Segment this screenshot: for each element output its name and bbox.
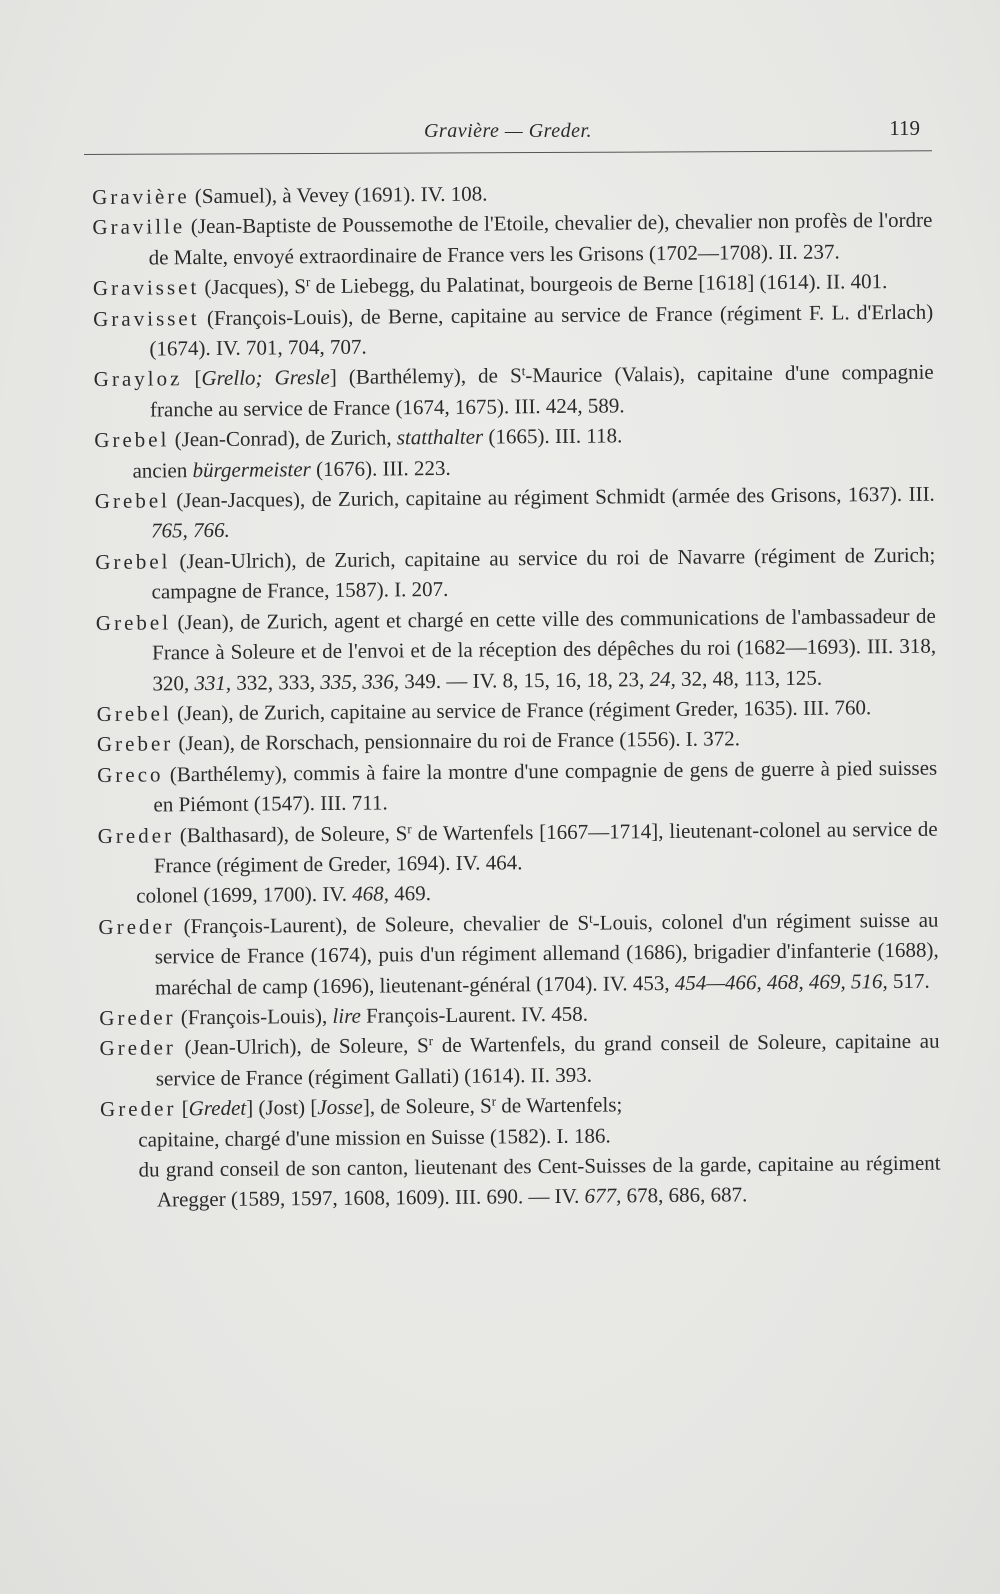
entry-text: (Jean-Ulrich), de Soleure, S [175, 1033, 429, 1060]
entry-surname: Grebel [95, 549, 171, 574]
entry-text: (1676). III. 223. [310, 455, 451, 481]
entry-surname: Greder [99, 1096, 177, 1122]
entry-text: (François-Laurent), de Soleure, chevalier de S [174, 910, 590, 939]
entry-text: de Wartenfels [1667—1714], lieutenant-colonel au service de France (régiment de Greder, 1694). IV. 464. [153, 816, 938, 878]
entry-text: (François-Louis), [175, 1003, 333, 1030]
entry-surname: Greder [97, 822, 175, 848]
entry-italic: Grello; Gresle [201, 365, 330, 391]
entry-surname: Gravisset [92, 275, 200, 301]
index-entry [94, 357, 934, 425]
entry-italic: 765, 766. [150, 518, 230, 543]
entry-text: colonel (1699, 1700). IV. [136, 882, 353, 908]
entry-text: (Jean), de Rorschach, pensionnaire du roi de France (1556). I. 372. [173, 726, 741, 756]
index-subentry [100, 1148, 940, 1216]
entry-italic: 454—466, 468, 469, 516, [674, 968, 888, 995]
index-entry [99, 1026, 939, 1094]
entry-surname: Greder [98, 914, 175, 939]
entry-italic: Gredet [188, 1095, 247, 1121]
index-entry [96, 600, 937, 699]
superscript: r [491, 1093, 497, 1109]
entry-surname: Grebel [94, 488, 171, 514]
entry-text: (Jean-Baptiste de Poussemothe de l'Etoile, chevalier de), chevalier non profès de l'ordre de Malte, envoyé extraordinaire de France vers les Grisons (1702—1708). II. 237. [148, 208, 933, 270]
superscript: r [305, 274, 311, 290]
entry-text: capitaine, chargé d'une mission en Suisse (1582). I. 186. [138, 1123, 611, 1152]
entry-italic: 677, [584, 1183, 622, 1209]
page-number: 119 [889, 116, 920, 140]
entry-italic: lire [332, 1003, 361, 1028]
entry-text: (Jean), de Zurich, agent et chargé en cette ville des communications de l'ambassadeur de France à Soleure et de l'envoi et de la réception des dépêches du roi (1682—1693). III. 318, 320, [152, 603, 937, 695]
entry-text: (François-Louis), de Berne, capitaine au service de France (régiment F. L. d'Erlach) (1674). IV. 701, 704, 707. [149, 299, 934, 361]
entry-text: (1665). III. 118. [483, 423, 623, 449]
index-entry [98, 904, 939, 1003]
entry-text: de Liebegg, du Palatinat, bourgeois de Berne [1618] (1614). II. 401. [310, 269, 888, 299]
entry-text: (Jacques), S [199, 274, 307, 300]
running-header [84, 112, 932, 152]
entry-italic: bürgermeister [192, 456, 311, 482]
superscript: t [521, 363, 526, 379]
entry-text: -Louis, colonel d'un régiment suisse au service de France (1674), puis d'un régiment allemand (1686), brigadier d'infanterie (1688), maréchal de camp (1696), lieutenant-général (1704). IV. 453, [154, 907, 939, 1000]
running-title: Gravière — Greder. [423, 120, 593, 142]
entry-text: (Jean-Jacques), de Zurich, capitaine au régiment Schmidt (armée des Grisons, 1637). III. [169, 481, 935, 513]
entry-surname: Gravisset [93, 305, 200, 331]
entry-text: (Barthélemy), commis à faire la montre d'une compagnie de gens de guerre à pied suisses en Piémont (1547). III. 711. [153, 755, 938, 817]
entry-italic: 468, [352, 881, 390, 907]
entry-text: (Jean-Ulrich), de Zurich, capitaine au service du roi de Navarre (régiment de Zurich; campagne de France, 1587). I. 207. [151, 542, 936, 604]
index-entry [97, 752, 937, 820]
entry-text: ] (Jost) [ [246, 1095, 318, 1120]
entry-surname: Greder [99, 1035, 176, 1061]
index-body [92, 175, 941, 1216]
entry-text: (Balthasard), de Soleure, S [173, 820, 408, 847]
entry-text: de Wartenfels; [495, 1092, 623, 1118]
entry-text: 469. [388, 881, 432, 906]
entry-text: (Jean), de Zurich, capitaine au service de France (régiment Greder, 1635). III. 760. [171, 695, 872, 726]
entry-surname: Greber [96, 731, 174, 757]
index-entry [98, 813, 938, 881]
entry-surname: Grebel [96, 701, 172, 726]
entry-surname: Grayloz [93, 366, 183, 392]
superscript: r [407, 820, 412, 836]
entry-text: -Maurice (Valais), capitaine d'une compagnie franche au service de France (1674, 1675). III. 424, 589. [149, 360, 934, 422]
entry-italic: 331, [194, 670, 232, 695]
entry-text: (Samuel), à Vevey (1691). IV. 108. [189, 181, 488, 209]
superscript: t [588, 910, 593, 926]
entry-text: ], de Soleure, S [362, 1093, 492, 1119]
entry-text: [ [176, 1096, 189, 1121]
entry-text: [ [182, 366, 202, 391]
entry-text: 678, 686, 687. [621, 1182, 748, 1208]
index-entry [92, 205, 932, 273]
entry-italic: Josse [317, 1094, 363, 1120]
entry-italic: 24, [649, 666, 676, 691]
entry-text: de Wartenfels, du grand conseil de Soleure, capitaine au service de France (régiment Gallati) (1614). II. 393. [155, 1029, 940, 1091]
superscript: r [428, 1033, 434, 1049]
index-entry [95, 540, 935, 608]
index-entry [95, 479, 935, 547]
entry-italic: statthalter [396, 424, 484, 450]
entry-surname: Greder [99, 1005, 176, 1030]
entry-text: François-Laurent. IV. 458. [360, 1001, 589, 1028]
entry-text: ] (Barthélemy), de S [329, 363, 522, 390]
index-entry [93, 296, 933, 364]
entry-text: (Jean-Conrad), de Zurich, [169, 425, 397, 452]
entry-text: 517. [887, 968, 930, 993]
entry-surname: Gravière [92, 184, 190, 209]
entry-italic: 335, 336, [320, 668, 400, 694]
entry-text: ancien [132, 457, 193, 483]
entry-text: 32, 48, 113, 125. [675, 665, 823, 691]
entry-surname: Greco [97, 762, 164, 787]
entry-text: 349. — IV. 8, 15, 16, 18, 23, [399, 666, 650, 693]
entry-surname: Grebel [94, 427, 170, 453]
entry-surname: Grebel [95, 610, 172, 635]
entry-text: 332, 333, [231, 669, 321, 695]
entry-surname: Graville [92, 214, 186, 240]
entry-text: du grand conseil de son canton, lieutenant des Cent-Suisses de la garde, capitaine au régiment Aregger (1589, 1597, 1608, 1609). III. 690. — IV. [138, 1150, 941, 1212]
